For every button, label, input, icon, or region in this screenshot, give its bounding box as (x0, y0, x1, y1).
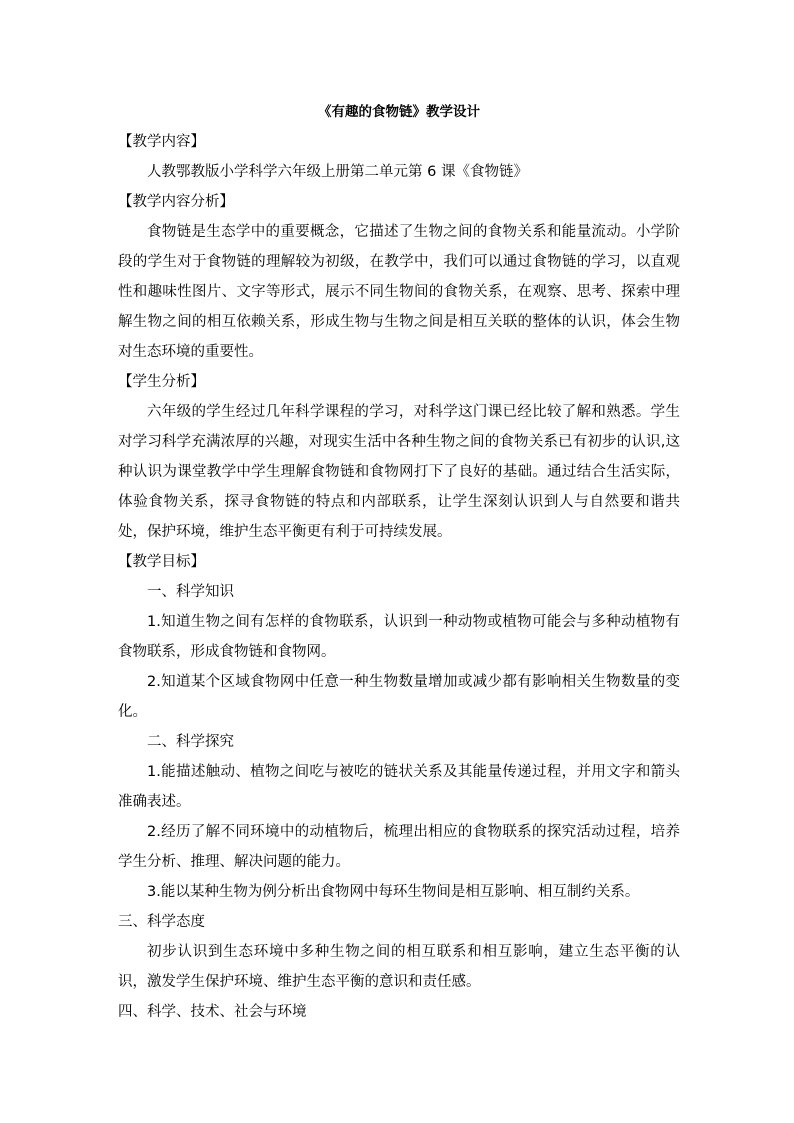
subheading-science-attitude: 三、科学态度 (118, 914, 205, 930)
section-heading-teaching-content: 【教学内容】 (118, 134, 205, 150)
section-heading-objectives: 【教学目标】 (118, 554, 205, 570)
inquiry-item-3: 3.能以某种生物为例分析出食物网中每环生物间是相互影响、相互制约关系。 (147, 884, 640, 900)
subheading-science-inquiry: 二、科学探究 (147, 734, 234, 750)
subheading-sts: 四、科学、技术、社会与环境 (118, 1004, 307, 1020)
teaching-content-text: 人教鄂教版小学科学六年级上册第二单元第 6 课《食物链》 (147, 164, 528, 180)
knowledge-item-1: 1.知道生物之间有怎样的食物联系，认识到一种动物或植物可能会与多种动植物有食物联系，形成食物链和食物网。 (118, 614, 680, 660)
attitude-paragraph: 初步认识到生态环境中多种生物之间的相互联系和相互影响，建立生态平衡的认识，激发学生保护环境、维护生态平衡的意识和责任感。 (118, 944, 680, 990)
subheading-science-knowledge: 一、科学知识 (147, 584, 234, 600)
section-heading-content-analysis: 【教学内容分析】 (118, 194, 234, 210)
inquiry-item-1: 1.能描述触动、植物之间吃与被吃的链状关系及其能量传递过程，并用文字和箭头准确表述。 (118, 764, 680, 810)
inquiry-item-2: 2.经历了解不同环境中的动植物后，梳理出相应的食物联系的探究活动过程，培养学生分析、推理、解决问题的能力。 (118, 824, 680, 870)
document-body (118, 100, 680, 1027)
document-title: 《有趣的食物链》教学设计 (318, 104, 480, 120)
section-heading-student-analysis: 【学生分析】 (118, 374, 205, 390)
knowledge-item-2: 2.知道某个区域食物网中任意一种生物数量增加或减少都有影响相关生物数量的变化。 (118, 674, 680, 720)
content-analysis-paragraph: 食物链是生态学中的重要概念，它描述了生物之间的食物关系和能量流动。小学阶段的学生对于食物链的理解较为初级，在教学中，我们可以通过食物链的学习，以直观性和趣味性图片、文字等形式，展示不同生物间的食物关系，在观察、思考、探索中理解生物之间的相互依赖关系，形成生物与生物之间是相互关联的整体的认识，体会生物对生态环境的重要性。 (118, 224, 680, 360)
student-analysis-paragraph: 六年级的学生经过几年科学课程的学习，对科学这门课已经比较了解和熟悉。学生对学习科学充满浓厚的兴趣，对现实生活中各种生物之间的食物关系已有初步的认识,这种认识为课堂教学中学生理解食物链和食物网打下了良好的基础。通过结合生活实际，体验食物关系，探寻食物链的特点和内部联系，让学生深刻认识到人与自然要和谐共处，保护环境，维护生态平衡更有利于可持续发展。 (118, 404, 680, 540)
